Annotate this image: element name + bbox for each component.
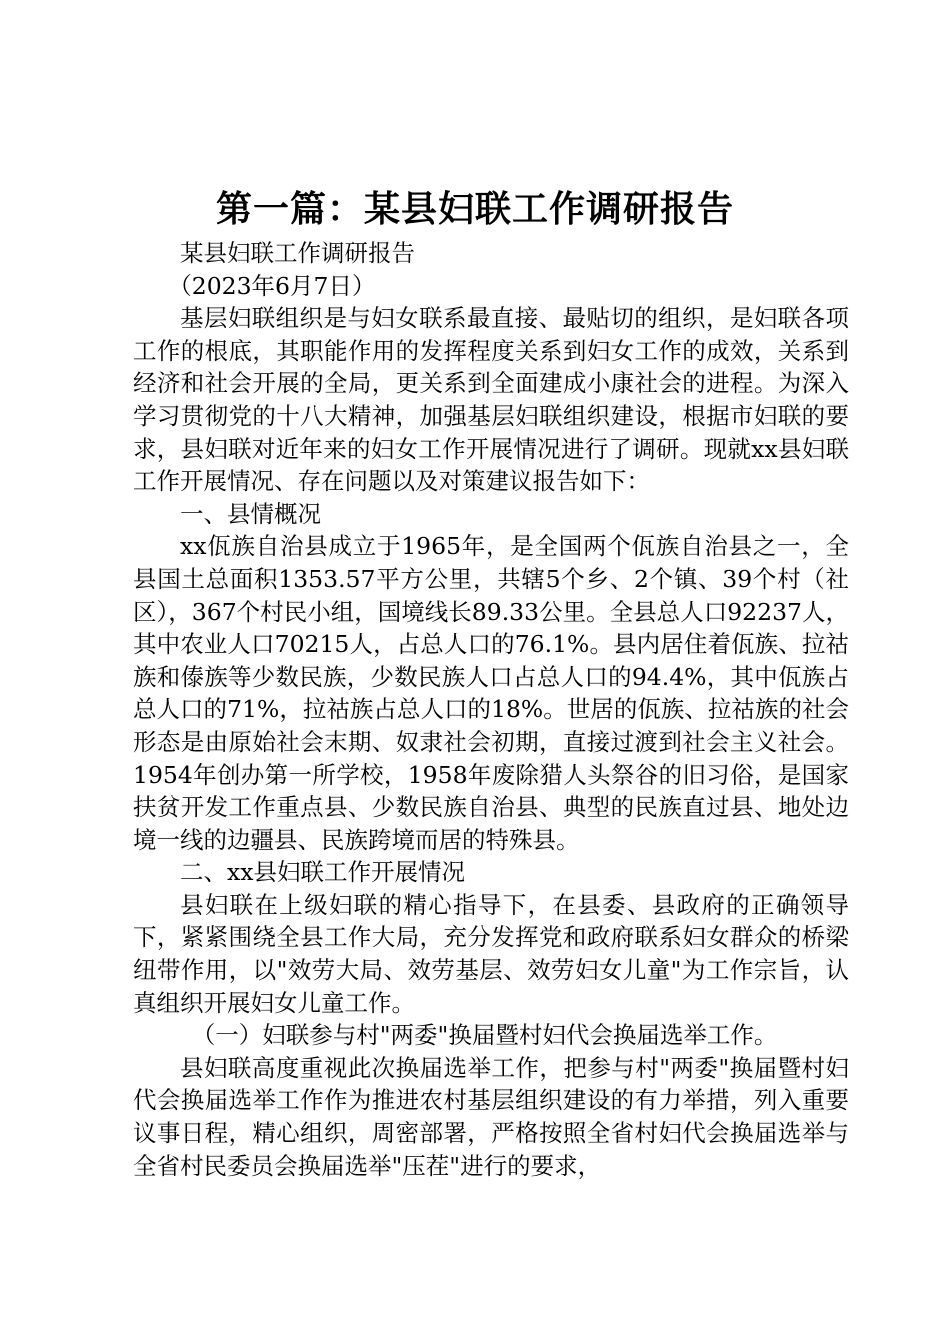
section-heading-overview: 一、县情概况 xyxy=(180,499,321,528)
election-paragraph: 县妇联高度重视此次换届选举工作，把参与村"两委"换届暨村妇代会换届选举工作作为推进农村基层组织建设的有力举措，列入重要议事日程，精心组织，周密部署，严格按照全省村妇代会换届选举与全省村民委员会换届选举"压茬"进行的要求， xyxy=(133,1053,849,1180)
subsection-heading-election: （一）妇联参与村"两委"换届暨村妇代会换届选举工作。 xyxy=(191,1021,778,1050)
report-date: （2023年6月7日） xyxy=(168,271,376,300)
document-title: 第一篇：某县妇联工作调研报告 xyxy=(215,188,734,230)
work-paragraph: 县妇联在上级妇联的精心指导下，在县委、县政府的正确领导下，紧紧围绕全县工作大局，充分发挥党和政府联系妇女群众的桥梁纽带作用，以"效劳大局、效劳基层、效劳妇女儿童"为工作宗旨，认真组织开展妇女儿童工作。 xyxy=(133,890,849,1017)
overview-paragraph: xx佤族自治县成立于1965年，是全国两个佤族自治县之一，全县国土总面积1353.57平方公里，共辖5个乡、2个镇、39个村（社区），367个村民小组，国境线长89.33公里。全县总人口92237人，其中农业人口70215人，占总人口的76.1%。县内居住着佤族、拉祜族和傣族等少数民族，少数民族人口占总人口的94.4%，其中佤族占总人口的71%，拉祜族占总人口的18%。世居的佤族、拉祜族的社会形态是由原始社会末期、奴隶社会初期，直接过渡到社会主义社会。1954年创办第一所学校，1958年废除猎人头祭谷的旧习俗，是国家扶贫开发工作重点县、少数民族自治县、典型的民族直过县、地处边境一线的边疆县、民族跨境而居的特殊县。 xyxy=(133,532,849,854)
section-heading-work: 二、xx县妇联工作开展情况 xyxy=(180,858,466,887)
report-subtitle: 某县妇联工作调研报告 xyxy=(180,239,415,267)
intro-paragraph: 基层妇联组织是与妇女联系最直接、最贴切的组织，是妇联各项工作的根底，其职能作用的发挥程度关系到妇女工作的成效，关系到经济和社会开展的全局，更关系到全面建成小康社会的进程。为深入学习贯彻党的十八大精神，加强基层妇联组织建设，根据市妇联的要求，县妇联对近年来的妇女工作开展情况进行了调研。现就xx县妇联工作开展情况、存在问题以及对策建议报告如下： xyxy=(133,304,849,496)
document-body xyxy=(133,237,849,1182)
